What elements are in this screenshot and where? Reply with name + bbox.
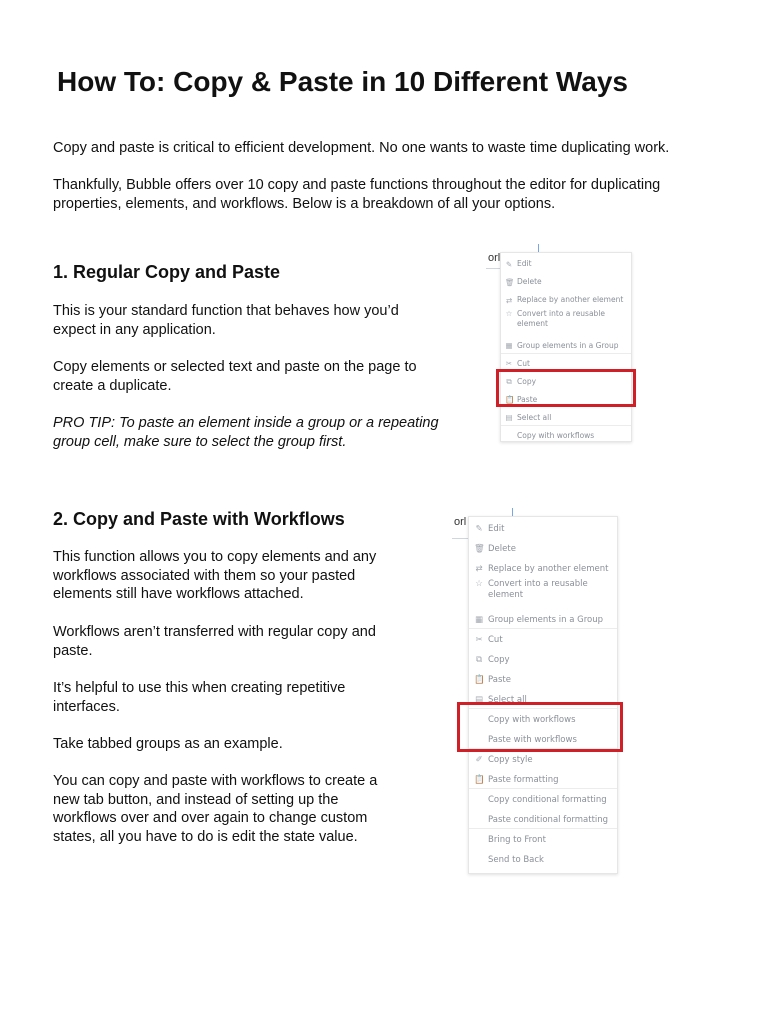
menu-item[interactable]	[469, 630, 617, 650]
intro-p2-line2: properties, elements, and workflows. Below is a breakdown of all your options.	[53, 195, 556, 212]
section-2-paragraph-3	[53, 679, 345, 716]
menu-item-label-line1: Convert into a reusable	[517, 309, 606, 318]
menu-item-label-line2: element	[517, 318, 548, 328]
canvas-edge-text: orl	[488, 252, 501, 264]
select-all-icon: ▤	[505, 413, 513, 423]
canvas-edge-line	[486, 268, 500, 269]
menu-item[interactable]	[469, 810, 617, 830]
menu-item-label: Select all	[517, 413, 552, 423]
menu-item-label: Edit	[517, 259, 532, 269]
menu-separator	[469, 788, 617, 789]
menu-item-label: Group elements in a Group	[517, 341, 619, 351]
s2-p1-line3: elements still have workflows attached.	[53, 586, 304, 602]
menu-item-label	[517, 309, 605, 328]
menu-item-label: Replace by another element	[488, 563, 609, 574]
canvas-edge-line	[452, 538, 468, 539]
menu-item[interactable]	[469, 670, 617, 690]
menu-item[interactable]	[469, 750, 617, 770]
menu-item[interactable]	[469, 559, 617, 579]
menu-item-label: Copy	[517, 377, 537, 387]
menu-separator	[501, 425, 631, 426]
menu-item-label: Delete	[488, 543, 516, 554]
menu-separator	[501, 353, 631, 354]
section-1-paragraph-2	[53, 358, 417, 395]
section-1-heading: 1. Regular Copy and Paste	[53, 262, 281, 282]
menu-separator	[469, 828, 617, 829]
select-all-icon: ▤	[474, 695, 484, 705]
section-2-paragraph-1	[53, 548, 376, 604]
context-menu-2	[468, 516, 618, 874]
group-icon: ▦	[474, 615, 484, 625]
menu-item-label: Replace by another element	[517, 295, 624, 305]
s1-p1-line1: This is your standard function that behaves how you’d	[53, 303, 399, 319]
section-2-heading: 2. Copy and Paste with Workflows	[53, 509, 345, 529]
group-icon: ▦	[505, 341, 513, 351]
menu-item[interactable]	[501, 291, 631, 309]
menu-item-label: Paste conditional formatting	[488, 814, 609, 825]
section-1-pro-tip	[53, 414, 439, 451]
section-2-paragraph-5	[53, 772, 377, 846]
context-menu-1	[500, 252, 632, 442]
s1-p1-line2: expect in any application.	[53, 321, 216, 338]
workflow-copy-paste-highlight-box	[457, 702, 623, 752]
menu-item-label: Group elements in a Group	[488, 614, 603, 625]
menu-item[interactable]	[469, 850, 617, 870]
swap-icon: ⇄	[475, 564, 483, 574]
s1-p2-line1: Copy elements or selected text and paste on the page to	[53, 359, 417, 375]
pencil-icon: ✎	[505, 259, 513, 269]
menu-item[interactable]	[469, 770, 617, 790]
menu-item-label: Copy	[488, 654, 510, 665]
menu-item[interactable]	[501, 309, 631, 337]
menu-item-label: Paste formatting	[488, 774, 559, 785]
trash-icon: 🗑	[474, 544, 485, 554]
intro-paragraph-1: Copy and paste is critical to efficient development. No one wants to waste time duplicating work.	[53, 140, 670, 156]
star-icon: ☆	[505, 309, 513, 318]
menu-separator	[469, 628, 617, 629]
menu-item-label: Paste	[488, 674, 511, 685]
menu-item-label-line2: element	[488, 589, 524, 600]
menu-item-label: Paste	[517, 395, 538, 405]
paste-format-icon: 📋	[474, 775, 485, 785]
s1-tip-line1: PRO TIP: To paste an element inside a group or a repeating	[53, 415, 439, 431]
star-icon: ☆	[475, 579, 483, 589]
menu-item-label: Bring to Front	[488, 834, 546, 845]
menu-item[interactable]	[469, 790, 617, 810]
menu-item-label: Copy with workflows	[488, 714, 576, 725]
menu-item[interactable]	[469, 579, 617, 610]
s2-p1-line2: workflows associated with them so your pasted	[53, 567, 356, 584]
pencil-icon: ✎	[475, 524, 483, 534]
s2-p1-line1: This function allows you to copy elements and any	[53, 549, 377, 565]
menu-item-label: Send to Back	[488, 854, 544, 865]
menu-item-label-line1: Convert into a reusable	[488, 579, 588, 589]
s2-p2-line2: paste.	[53, 642, 93, 659]
trash-icon: 🗑	[505, 277, 515, 287]
menu-item-label: Paste with workflows	[488, 734, 577, 745]
menu-item[interactable]	[501, 427, 631, 442]
canvas-edge-text: orl	[454, 516, 467, 528]
intro-p2-line1: Thankfully, Bubble offers over 10 copy and paste functions throughout the editor for duplicating	[53, 177, 661, 193]
menu-item-label: Delete	[517, 277, 542, 287]
page-title: How To: Copy & Paste in 10 Different Ways	[57, 66, 628, 97]
menu-item-label: Copy style	[488, 754, 533, 765]
copy-icon: ⧉	[475, 655, 483, 665]
copy-icon: ⧉	[506, 376, 512, 386]
menu-item[interactable]	[501, 255, 631, 273]
paste-icon: 📋	[474, 675, 485, 685]
menu-item[interactable]	[501, 273, 631, 291]
menu-item[interactable]	[469, 650, 617, 670]
s1-tip-line2: group cell, make sure to select the group first.	[53, 433, 347, 450]
section-2-paragraph-4: Take tabbed groups as an example.	[53, 736, 283, 752]
s2-p3-line1: It’s helpful to use this when creating repetitive	[53, 680, 346, 696]
copy-paste-highlight-box	[496, 369, 636, 407]
menu-item-label: Copy with workflows	[517, 431, 595, 441]
s2-p2-line1: Workflows aren’t transferred with regular copy and	[53, 624, 376, 640]
menu-item-label: Copy conditional formatting	[488, 794, 607, 805]
menu-item-label: Edit	[488, 523, 505, 534]
s2-p5-line1: You can copy and paste with workflows to create a	[53, 773, 378, 789]
s2-p5-line4: states, all you have to do is edit the state value.	[53, 828, 358, 845]
menu-item-label	[488, 579, 588, 600]
s1-p2-line2: create a duplicate.	[53, 377, 172, 394]
menu-item[interactable]	[469, 539, 617, 559]
menu-item[interactable]	[469, 830, 617, 850]
s2-p5-line2: new tab button, and instead of setting up the	[53, 791, 339, 808]
scissors-icon: ✂	[505, 359, 513, 369]
s2-p3-line2: interfaces.	[53, 698, 120, 715]
scissors-icon: ✂	[475, 635, 483, 645]
section-1-menu-screenshot	[486, 244, 636, 440]
brush-icon: ✐	[475, 755, 483, 765]
menu-item-label: Cut	[488, 634, 503, 645]
menu-item-label: Cut	[517, 359, 530, 369]
section-1-paragraph-1	[53, 302, 399, 339]
menu-item[interactable]	[469, 610, 617, 630]
menu-item-label: Select all	[488, 694, 527, 705]
s2-p5-line3: workflows over and over again to change custom	[53, 810, 368, 826]
intro-paragraph-2	[53, 176, 660, 213]
swap-icon: ⇄	[505, 295, 513, 305]
menu-item[interactable]	[469, 519, 617, 539]
section-2-paragraph-2	[53, 623, 376, 660]
paste-icon: 📋	[505, 395, 515, 405]
section-2-menu-screenshot	[452, 508, 624, 872]
